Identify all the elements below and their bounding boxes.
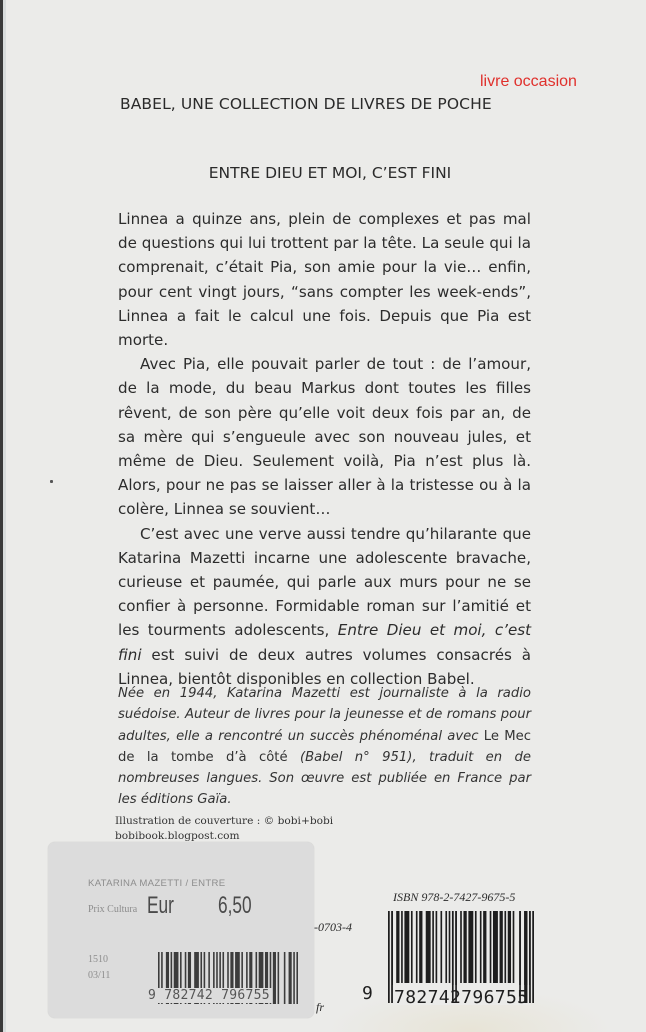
blurb-p3-text-end: est suivi de deux autres volumes consacrés à Linnea, bientôt disponibles en collection Babel. <box>118 645 531 688</box>
sticker-price-label: Prix Cultura <box>88 904 138 915</box>
sticker-currency: Eur <box>147 892 174 919</box>
partial-url: fr <box>316 1000 325 1014</box>
barcode-guard-bar <box>532 911 534 1003</box>
barcode-bar <box>500 911 503 983</box>
cover-credit <box>115 814 375 844</box>
watermark-label: livre occasion <box>480 73 577 90</box>
barcode-guard-bar <box>529 911 531 1003</box>
barcode-bar <box>475 911 477 983</box>
blurb-p3-text: C’est avec une verve aussi tendre qu’hilarante que Katarina Mazetti incarne une adolescente bravache, curieuse et paumée, qui parle aux murs pour ne se confier à personne. Formidable roman sur l’amitié et les tourments adolescents, <box>118 524 531 640</box>
blurb-paragraph-1: Linnea a quinze ans, plein de complexes et pas mal de questions qui lui trottent par la tête. La seule qui la comprenait, c’était Pia, son amie pour la vie… enfin, pour cent vingt jours, “sans compter les week-ends”, Linnea a fait le calcul une fois. Depuis que Pia est morte. <box>118 210 531 350</box>
barcode-bar <box>416 911 418 983</box>
barcode-digits: 782742796755 <box>394 987 528 1005</box>
barcode-bar <box>273 952 276 1004</box>
barcode-bar <box>493 911 498 983</box>
barcode-bar <box>460 911 462 983</box>
barcode-bar <box>483 911 486 983</box>
credit-line-1: Illustration de couverture : © bobi+bobi <box>115 815 334 827</box>
isbn-label: ISBN 978-2-7427-9675-5 <box>393 890 516 904</box>
barcode-bar <box>419 911 422 983</box>
bio-text-end: (Babel n° 951), traduit en de nombreuses langues. Son œuvre est publiée en France par les éditions Gaïa. <box>118 749 531 808</box>
barcode-lead-digit: 9 <box>362 983 373 1004</box>
blurb <box>118 207 531 691</box>
blurb-p3-title: Entre Dieu et moi, c’est fini <box>118 621 532 664</box>
collection-heading: BABEL, UNE COLLECTION DE LIVRES DE POCHE <box>120 95 492 113</box>
barcode-bar <box>284 952 286 1004</box>
sticker-code-2: 03/11 <box>88 970 111 981</box>
barcode-bar <box>289 952 292 1004</box>
barcode-bar <box>293 952 295 1004</box>
barcode-bar <box>449 911 451 983</box>
sticker-code-1: 1510 <box>88 954 108 965</box>
bio-book-title: Le Mec de la tombe d’à côté <box>118 728 531 765</box>
barcode-bar <box>440 911 442 983</box>
barcode-bar <box>463 911 466 983</box>
barcode-guard-bar <box>391 911 393 1003</box>
barcode-bar <box>404 911 409 983</box>
blurb-paragraph-2: Avec Pia, elle pouvait parler de tout : de l’amour, de la mode, du beau Markus dont toutes les filles rêvent, de son père qu’elle voit deux fois par an, de sa mère qui s’engueule avec son nouveau jules, et même de Dieu. Seulement voilà, Pia n’est plus là. Alors, pour ne pas se laisser aller à la tristesse ou à la colère, Linnea se souvient… <box>118 355 531 519</box>
barcode-bar <box>396 911 399 983</box>
author-bio <box>118 683 531 811</box>
barcode-bar <box>468 911 473 983</box>
barcode-bar <box>490 911 492 983</box>
barcode-bar <box>504 911 506 983</box>
sticker-price: 6,50 <box>218 892 252 919</box>
barcode-bars <box>388 911 536 1005</box>
barcode-guard-bar <box>388 911 390 1003</box>
sticker-barcode-digits: 9 782742 796755 <box>148 988 270 1003</box>
barcode-bar <box>513 911 515 983</box>
isbn-partial-code: -0703-4 <box>314 920 352 934</box>
barcode-bar <box>401 911 403 983</box>
isbn-barcode <box>388 911 536 1005</box>
bio-text: Née en 1944, Katarina Mazetti est journaliste à la radio suédoise. Auteur de livres pour la jeunesse et de romans pour adultes, elle a rencontré un succès phénoménal avec <box>118 686 531 744</box>
blurb-paragraph-3 <box>118 522 531 691</box>
barcode-bar <box>296 952 298 1004</box>
book-title: ENTRE DIEU ET MOI, C’EST FINI <box>208 164 452 182</box>
barcode-bar <box>432 911 434 983</box>
barcode-bar <box>278 952 280 1004</box>
paper-speck <box>50 480 53 483</box>
barcode-bar <box>411 911 413 983</box>
sticker-title: KATARINA MAZETTI / ENTRE <box>88 878 226 889</box>
barcode-bar <box>480 911 482 983</box>
credit-line-2: bobibook.blogpost.com <box>115 830 240 842</box>
barcode-bar <box>426 911 431 983</box>
barcode-bar <box>508 911 511 983</box>
barcode-bar <box>445 911 447 983</box>
price-sticker <box>48 842 314 1018</box>
book-spine-highlight <box>3 0 6 1032</box>
barcode-bar <box>436 911 438 983</box>
